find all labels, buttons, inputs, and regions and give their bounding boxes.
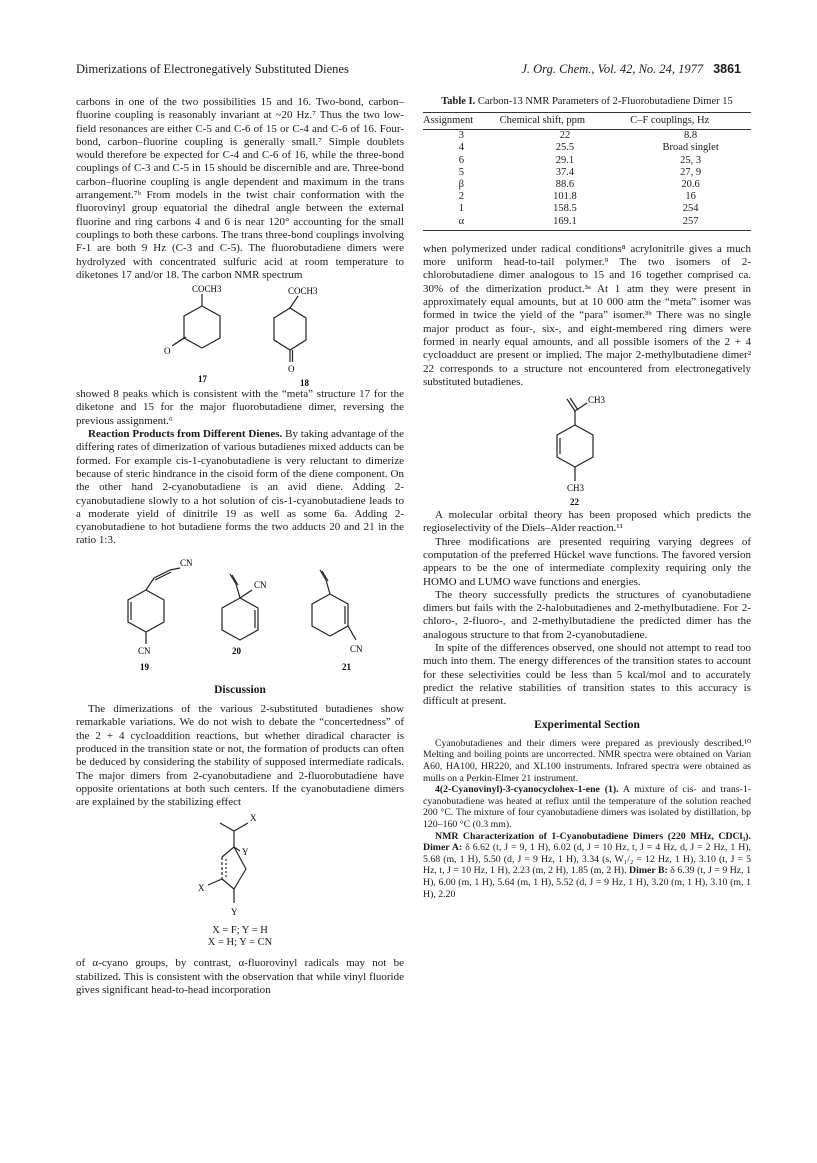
table-caption <box>423 96 751 108</box>
run-in-heading: NMR Characterization of 1-Cyanobutadiene Dimers (220 MHz, CDCl₃). Dimer A: <box>423 830 751 854</box>
table-cell: 88.6 <box>555 179 575 191</box>
substituent-label: CN <box>138 645 151 656</box>
table-cell: 158.5 <box>553 203 577 215</box>
journal-citation <box>521 62 741 77</box>
paragraph: showed 8 peaks which is consistent with the “meta” structure 17 for the diketone and 15 for the major fluorobutadiene dimer, reversing the previous assignment.⁶ <box>76 388 404 427</box>
substituent-label: CN <box>254 579 267 590</box>
paragraph-text: δ 6.39 (t, J = 9 Hz, 1 H), 6.00 (m, 1 H), 5.64 (m, 1 H), 5.52 (d, J = 9 Hz, 1 H), 3.20 (m, 1 H), 3.10 (m, 1 H), 2.20 <box>423 865 751 900</box>
table-cell: 25.5 <box>555 142 575 154</box>
running-title: Dimerizations of Electronegatively Substituted Dienes <box>76 62 349 76</box>
paragraph: carbons in one of the two possibilities 15 and 16. Two-bond, carbon–fluorine coupling is reasonably invariant at ~20 Hz.⁷ Thus the two low-field resonances are either C-5 and C-6 of 15 or C-4 and C-6 of 16. Four-bond, carbon–fluorine coupling is generally small.⁷ Simple doublets would therefore be expected for C-4 and C-6 of 16, while the three-bond couplings of C-3 and C-5 in 15 should be discernible and are. Three-bond carbon–fluorine coupling is angle dependent and maximum in the trans arrangement.⁷ᵇ From models in the twist chair conformation with the fluorovinyl group equatorial the dihedral angle between the external fluorine and ring carbons 4 and 6 is near 120° accounting for the small couplings to both these carbons. The trans three-bond couplings involving F-1 are both 9 Hz (C-3 and C-5). The fluorobutadiene dimers were hydrolyzed with concentrated sulfuric acid at room temperature to diketones 17 and/or 18. The carbon NMR spectrum <box>76 96 404 281</box>
substituent-label: CH3 <box>567 483 585 494</box>
table-cell: α <box>458 215 465 227</box>
run-in-heading: Reaction Products from Different Dienes. <box>88 428 283 441</box>
paragraph: when polymerized under radical conditions⁸ acrylonitrile gives a much more uniform head-to-tail polymer.⁹ The two isomers of 2-chlorobutadiene dimer analogous to 15 and 16 together comprised ca. 30% of the dimerization product.³ᵃ At 1 atm they were present in approximately equal amounts, but at 10 000 atm the “meta” isomer was formed in twice the yield of the “para” isomer.³ᵇ There was no single major product as four-, six-, and eight-membered ring dimers were formed in nearly equal amounts, and all possible isomers of the 2 + 4 cycloadduct are present or implied. The major 2-methylbutadiene dimer² 22 corresponds to a structure not encountered from electronegatively substituted butadienes. <box>423 242 751 388</box>
table-title: Carbon-13 NMR Parameters of 2-Fluorobutadiene Dimer 15 <box>475 96 733 107</box>
substituent-key-line: X = F; Y = H <box>212 925 268 937</box>
atom-label: X <box>250 813 257 824</box>
journal-name: J. Org. Chem., Vol. 42, No. 24, 1977 <box>521 62 704 76</box>
atom-label: O <box>164 346 171 357</box>
table-rule <box>423 230 751 231</box>
atom-label: O <box>288 364 295 375</box>
paragraph <box>423 831 751 901</box>
table-cell: 1 <box>458 203 464 215</box>
paragraph-text: A mixture of cis- and trans-1-cyanobutadiene was heated at reflux until the temperature of the solution reached 200 °C. The mixture of four cyanobutadiene dimers was isolated by distillation, bp 120–160 °C (0.3 mm). <box>423 784 751 830</box>
run-in-heading: 4(2-Cyanovinyl)-3-cyanocyclohex-1-ene (1). <box>435 784 619 796</box>
paragraph: Cyanobutadienes and their dimers were prepared as previously described.¹⁰ Melting and boiling points are uncorrected. NMR spectra were obtained on Varian A60, HA100, HR220, and XL100 instruments. Infrared spectra were obtained as mulls on a Perkin-Elmer 21 instrument. <box>423 737 751 784</box>
section-heading: Experimental Section <box>534 718 640 731</box>
substituent-label: CN <box>180 557 193 568</box>
substituent-key-line: X = H; Y = CN <box>207 937 273 949</box>
paragraph: The dimerizations of the various 2-substituted butadienes show remarkable variations. We do not wish to debate the “concertedness” of the 2 + 4 cycloaddition reactions, but whether diradical character is produced in the transition state or not, the formation of products can often be deduced by considering the stability of supposed intermediate radicals. The major dimers from 2-cyanobutadiene and 2-fluorobutadiene have opposite orientations at both such centers. If the cyanobutadiene dimers are explained by the stabilizing effect <box>76 703 404 809</box>
paragraph: Three modifications are presented requiring varying degrees of computation of the preferred Hückel wave functions. The favored version appears to be the one of intermediate complexity requiring only the HOMO and LUMO wave functions and energies. <box>423 535 751 588</box>
structure-22 <box>527 389 647 509</box>
atom-label: Y <box>231 907 238 918</box>
table-cell: 2 <box>458 191 464 203</box>
page-header <box>76 62 741 82</box>
atom-label: X <box>198 883 205 894</box>
table-cell: 29.1 <box>555 154 575 166</box>
compound-label: 19 <box>140 661 149 672</box>
table-row <box>423 142 751 154</box>
paragraph-text: By taking advantage of the differing rates of dimerization of various butadienes mixed adducts can be formed. For example cis-1-cyanobutadiene is very reluctant to dimerize because of steric hindrance in the cisoid form of the diene component. On the other hand 2-cyanobutadiene is an avid diene. Adding 2-cyanobutadiene slowly to a hot solution of cis-1-cyanobutadiene leads to a moderate yield of dinitrile 19 as well as some 6a. Adding 2-cyanobutadiene to hot butadiene forms the two adducts 20 and 21 in the ratio 1:3. <box>76 428 404 547</box>
column-header: C–F couplings, Hz <box>630 113 751 130</box>
compound-label: 17 <box>198 374 207 385</box>
substituent-label: CH3 <box>588 395 606 406</box>
paragraph <box>423 784 751 830</box>
table-cell: 22 <box>559 130 571 142</box>
table-cell: 37.4 <box>555 166 575 178</box>
paragraph-text: δ 6.62 (t, J = 9, 1 H), 6.02 (d, J = 10 Hz, t, J = 4 Hz, d, J = 2 Hz, 1 H), 5.68 (m, 1 H), 5.50 (d, J = 9 Hz, 1 H), 3.34 (s, W₁/₂ = 12 Hz, 1 H), 3.10 (t, J = 5 Hz, t, J = 10 Hz, 1 H), 2.23 (m, 2 H), 1.85 (m, 2 H). <box>423 842 751 877</box>
paragraph: In spite of the differences observed, one should not attempt to read too much into them. The energy differences of the transition states to account for these selectivities could be less than 5 kcal/mol and to accurately predict the relative stabilities of transition states to this accuracy is difficult at present. <box>423 642 751 708</box>
table-row <box>423 203 751 215</box>
substituent-label: CN <box>350 643 363 654</box>
compound-label: 18 <box>300 378 309 389</box>
table-cell: β <box>458 179 464 191</box>
table-cell: 4 <box>458 142 464 154</box>
compound-label: 21 <box>342 661 351 672</box>
compound-label: 20 <box>232 645 241 656</box>
table-header-row <box>423 113 751 130</box>
nmr-table <box>423 113 751 228</box>
paragraph: of α-cyano groups, by contrast, α-fluorovinyl radicals may not be stabilized. This is consistent with the observation that while vinyl fluoride gives significant head-to-head incorporation <box>76 957 404 996</box>
table-cell: 25, 3 <box>680 154 702 166</box>
table-cell: 257 <box>682 215 699 227</box>
table-cell: 169.1 <box>553 215 577 227</box>
right-column <box>423 96 751 900</box>
table-cell: 6 <box>458 154 464 166</box>
paragraph: The theory successfully predicts the structures of cyanobutadiene dimers but fails with the 2-halobutadienes and 2-methylbutadiene. For 2-chloro-, 2-fluoro-, and 2-methylbutadiene the predicted dimer has the analogous structure to that from 2-cyanobutadiene. <box>423 588 751 641</box>
table-cell: 101.8 <box>553 191 577 203</box>
table-cell: 20.6 <box>681 179 700 191</box>
table-cell: 3 <box>458 130 464 142</box>
table-row <box>423 179 751 191</box>
table-row <box>423 155 751 167</box>
table-cell: 27, 9 <box>680 166 702 178</box>
table-row <box>423 130 751 143</box>
column-header: Assignment <box>423 113 500 130</box>
run-in-heading: Dimer B: <box>626 865 668 877</box>
page-number: 3861 <box>713 62 741 76</box>
table-cell: 16 <box>685 191 696 203</box>
section-heading: Discussion <box>214 683 266 696</box>
substituent-label: COCH3 <box>288 286 318 297</box>
transition-state-structure <box>160 809 320 925</box>
substituent-label: COCH3 <box>192 284 222 295</box>
table-label: Table I. <box>441 96 476 107</box>
table-cell: 5 <box>458 166 464 178</box>
table-row <box>423 216 751 228</box>
left-column <box>76 96 404 997</box>
table-cell: Broad singlet <box>662 142 719 154</box>
table-cell: 254 <box>682 203 699 215</box>
column-header: Chemical shift, ppm <box>500 113 631 130</box>
atom-label: Y <box>242 847 249 858</box>
paragraph: A molecular orbital theory has been proposed which predicts the regioselectivity of the Diels–Alder reaction.¹¹ <box>423 509 751 535</box>
table-cell: 8.8 <box>684 130 698 142</box>
table-row <box>423 191 751 203</box>
structures-17-18 <box>130 282 350 388</box>
structures-19-20-21 <box>80 548 400 674</box>
table-row <box>423 167 751 179</box>
compound-label: 22 <box>570 497 579 508</box>
substituent-key <box>76 925 404 949</box>
paragraph <box>76 428 404 548</box>
